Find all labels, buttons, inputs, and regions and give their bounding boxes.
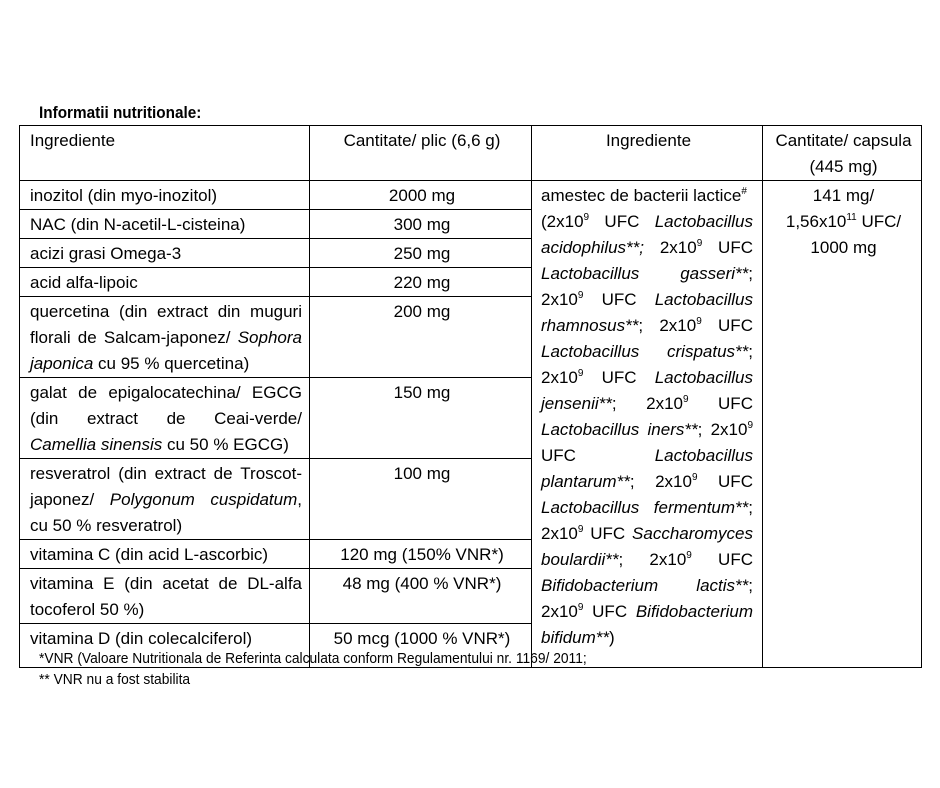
bacteria-line: $2x10^9$ UFC Lactobacillus: [541, 290, 753, 309]
capsula-line3: 1000 mg: [810, 238, 877, 257]
nutrition-table: [19, 125, 922, 668]
bacteria-line: Lactobacillus gasseri**;: [541, 264, 753, 283]
bacteria-line: $2x10^9$ UFC Saccharomyces: [541, 524, 753, 543]
header-cantitate-capsula: [763, 126, 922, 181]
bacteria-line: plantarum**; $2x10^9$ UFC: [541, 472, 753, 491]
bacteria-line: rhamnosus**; $2x10^9$ UFC: [541, 316, 753, 335]
bacteria-line: $2x10^9$ UFC Lactobacillus: [541, 368, 753, 387]
ingredient-qty: 250 mg: [310, 239, 532, 268]
bacteria-cell: [532, 181, 763, 668]
ingredient-name: acid alfa-lipoic: [20, 268, 310, 297]
header-cantitate-capsula-line2: (445 mg): [809, 157, 878, 176]
ingredient-qty: 50 mcg (1000 % VNR*): [310, 624, 532, 668]
bacteria-line: bifidum**): [541, 628, 615, 647]
ingredient-qty: 300 mg: [310, 210, 532, 239]
ingredient-name: vitamina E (din acetat de DL-alfa tocoferol 50 %): [20, 569, 310, 624]
table-row: [20, 181, 922, 210]
bacteria-line: Lactobacillus crispatus**;: [541, 342, 753, 361]
ingredient-qty: 200 mg: [310, 297, 532, 378]
capsula-line1: 141 mg/: [812, 186, 875, 205]
bacteria-line: jensenii**; $2x10^9$ UFC: [541, 394, 753, 413]
bacteria-line: ($2x10^9$ UFC Lactobacillus: [541, 212, 753, 231]
section-title: Informatii nutritionale:: [39, 103, 202, 122]
ingredient-name: acizi grasi Omega-3: [20, 239, 310, 268]
bacteria-line: acidophilus**; $2x10^9$ UFC: [541, 238, 753, 257]
ingredient-name: inozitol (din myo-inozitol): [20, 181, 310, 210]
ingredient-qty: 100 mg: [310, 459, 532, 540]
ingredient-qty: 2000 mg: [310, 181, 532, 210]
ingredient-name: quercetina (din extract din muguri florali de Salcam-japonez/ Sophora japonica cu 95 % quercetina): [20, 297, 310, 378]
header-cantitate-capsula-line1: Cantitate/ capsula: [775, 131, 912, 150]
ingredient-name: resveratrol (din extract de Troscot- japonez/ Polygonum cuspidatum, cu 50 % resveratrol): [20, 459, 310, 540]
bacteria-line: UFC Lactobacillus: [541, 446, 753, 465]
bacteria-line: Lactobacillus iners**; $2x10^9$: [541, 420, 753, 439]
capsula-cell: [763, 181, 922, 668]
bacteria-line: boulardii**; $2x10^9$ UFC: [541, 550, 753, 569]
ingredient-qty: 150 mg: [310, 378, 532, 459]
bacteria-line: amestec de bacterii lactice#: [541, 186, 747, 205]
bacteria-line: Bifidobacterium lactis**;: [541, 576, 753, 595]
table-header-row: [20, 126, 922, 181]
ingredient-name: vitamina D (din colecalciferol): [20, 624, 310, 668]
bacteria-line: $2x10^9$ UFC Bifidobacterium: [541, 602, 753, 621]
ingredient-qty: 220 mg: [310, 268, 532, 297]
header-ingrediente-1: Ingrediente: [20, 126, 310, 181]
bacteria-line: Lactobacillus fermentum**;: [541, 498, 753, 517]
footnotes: [39, 648, 587, 690]
ingredient-name: NAC (din N-acetil-L-cisteina): [20, 210, 310, 239]
ingredient-name: galat de epigalocatechina/ EGCG (din extract de Ceai-verde/ Camellia sinensis cu 50 % EGCG): [20, 378, 310, 459]
capsula-line2: $1,56x10^{11}$ UFC/: [785, 212, 902, 231]
header-cantitate-plic: Cantitate/ plic (6,6 g): [310, 126, 532, 181]
footnote-vnr-not-set: ** VNR nu a fost stabilita: [39, 671, 191, 688]
ingredient-name: vitamina C (din acid L-ascorbic): [20, 540, 310, 569]
footnote-vnr: *VNR (Valoare Nutritionala de Referinta calculata conform Regulamentului nr. 1169/ 2011;: [39, 650, 587, 667]
ingredient-qty: 120 mg (150% VNR*): [310, 540, 532, 569]
header-ingrediente-2: Ingrediente: [532, 126, 763, 181]
ingredient-qty: 48 mg (400 % VNR*): [310, 569, 532, 624]
